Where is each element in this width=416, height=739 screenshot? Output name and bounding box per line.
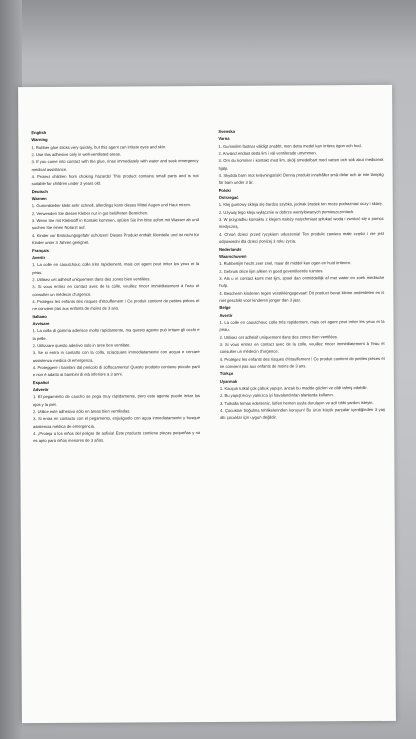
right-column <box>218 127 386 688</box>
warning-heading: Varna <box>218 136 230 142</box>
warning-section <box>32 312 199 379</box>
warning-item: 4. Protégez les enfants des risques d'étouffement ! Ce produit contient de petites pièces et ne convient pas aux enfants de moins de 3 ans. <box>32 297 200 312</box>
warning-item: 1. La colle en caoutchouc colle très rapidement, mais cet agent peut irriter les yeux et la peau. <box>219 318 385 333</box>
warning-item: 3. Se si entra in contatto con la colla, sciacquare immediatamente con acqua e cercare assistenza medica di emergenza. <box>32 349 200 363</box>
language-heading: Polski <box>218 187 231 193</box>
warning-section <box>219 186 384 246</box>
warning-item: 2. Używaj tego kleju wyłącznie w dobrze wentylowanych pomieszczeniach. <box>218 208 355 215</box>
warning-item: 4. Protégez les enfants des risques d'étouffement ! Ce produit contient de petites pièces et ne convient pas aux enfants de moins de 3 ans. <box>219 355 385 369</box>
language-heading: Français <box>32 247 49 253</box>
warning-item: 2. Use this adhesive only in well-ventilated areas. <box>31 151 121 158</box>
warning-item: 3. Om du kommer i kontakt med lim, skölj omedelbart med vatten och sök akut medicinsk hjälp. <box>218 157 384 171</box>
language-heading: Belge <box>219 305 231 311</box>
warning-item: 3. If you come into contact with the glue, rinse immediately with water and seek emergency medical assistance. <box>31 158 199 172</box>
warning-item: 4. Protect children from choking hazards! This product contains small parts and is not suitable for children under 3 years old. <box>31 173 199 187</box>
warning-item: 1. Gummikleber klebt sehr schnell, allerdings kann dieses Mittel Augen und Haut reizen. <box>31 202 192 209</box>
warning-section <box>220 369 385 421</box>
warning-item: 3. Si entra en contacto con el pegamento, enjuáguelo con agua inmediatamente y busque asistencia médica de emergencia. <box>33 415 201 429</box>
warning-item: 2. Utilisez cet adhésif uniquement dans des zones bien ventilées. <box>219 333 338 340</box>
warning-heading: Ostrzegać <box>218 194 239 201</box>
warning-item: 3. Si vous entrez en contact avec de la colle, veuillez rincer immédiatement à l'eau et consulter un médecin d'urgence. <box>32 283 200 297</box>
warning-section <box>219 303 384 370</box>
warning-item: 1. Kauçuk tutkal çok çabuk yapışır, ancak bu madde gözleri ve cildi tahriş edebilir. <box>219 385 368 391</box>
warning-item: 3. Si vous entrez en contact avec de la colle, veuillez rincer immédiatement à l'eau et consulter un médecin d'urgence. <box>219 340 385 355</box>
warning-section <box>32 246 199 313</box>
warning-item: 2. Gebruik deze lijm alleen in goed geventileerde ruimtes. <box>219 267 324 274</box>
language-heading: Español <box>32 379 49 385</box>
warning-item: 4. Skydda barn mot kvävningsrisk! Denna produkt innehåller små delar och är inte lämplig för barn under 3 år. <box>218 171 384 186</box>
warning-section <box>219 244 384 304</box>
instruction-sheet <box>18 85 396 723</box>
warning-item: 4. Çocukları boğulma tehlikelerinden koruyun! Bu ürün küçük parçalar içerdiğinden 3 yaş altı çocuklar için uygun değildir. <box>220 406 386 421</box>
warning-item: 3. Wenn Sie mit Klebstoff in Kontakt kommen, spülen Sie ihn bitte sofort mit Wasser ab und suchen Sie einen Notarzt auf. <box>31 217 199 231</box>
warning-item: 2. Utilisez cet adhésif uniquement dans des zones bien ventilées. <box>32 276 151 282</box>
warning-item: 1. El pegamento de caucho se pega muy rápidamente, pero este agente puede irritar los ojos y la piel. <box>32 393 200 407</box>
warning-heading: Warning <box>31 137 48 143</box>
warning-item: 2. Utilizzare questo adesivo solo in aree ben ventilate. <box>32 342 131 349</box>
warning-item: 3. Als u in contact komt met lijm, spoel dan onmiddellijk af met water en zoek medische hulp. <box>219 274 385 289</box>
language-heading: Türkçe <box>219 371 234 377</box>
warning-item: 1. La colle en caoutchouc colle très rapidement, mais cet agent peut irriter les yeux et la peau. <box>32 261 200 275</box>
language-heading: Deutsch <box>31 188 48 194</box>
warning-item: 2. Verwenden Sie diesen Kleber nur in gut belüfteten Bereichen. <box>31 210 149 216</box>
warning-item: 1. Rubber glue sticks very quickly, but this agent can irritate eyes and skin. <box>31 143 167 150</box>
warning-item: 2. Använd endast detta lim i väl ventilerade utrymmen. <box>218 150 317 156</box>
warning-section <box>31 128 198 188</box>
warning-item: 2. Bu yapıştırıcıyı yalnızca iyi havalandırılan alanlarda kullanın. <box>219 392 334 399</box>
warning-item: 4. ¡Proteja a los niños del peligro de asfixia! Este producto contiene piezas pequeñas y no es apto para niños menores de 3 años. <box>33 430 201 444</box>
language-heading: Italiano <box>32 313 47 319</box>
warning-heading: Avertir <box>32 254 46 260</box>
warning-item: 1. La colla di gomma aderisce molto rapidamente, ma questo agente può irritare gli occhi e la pelle. <box>32 327 200 341</box>
warning-section <box>218 127 383 187</box>
warning-item: 4. Proteggere i bambini dal pericolo di soffocamento! Questo prodotto contiene piccole parti e non è adatto ai bambini di età inferiore a 3 anni. <box>32 364 200 378</box>
warning-heading: Avertir <box>219 312 233 318</box>
warning-heading: Uyarmak <box>219 378 238 384</box>
warning-item: 4. Bescherm kinderen tegen verstikkingsgevaar! Dit product bevat kleine onderdelen en is niet geschikt voor kinderen jonger dan 3 jaar. <box>219 289 385 303</box>
warning-heading: Warnen <box>31 196 47 202</box>
warning-item: 3. Tutkalla temas ederseniz, lütfen hemen suyla durulayın ve acil tıbbi yardım isteyin. <box>219 399 374 406</box>
warning-item: 1. Klej gumowy skleja się bardzo szybko, jednak środek ten może podrażniać oczy i skórę. <box>218 201 383 208</box>
warning-heading: Waarschuwen <box>219 253 247 259</box>
language-heading: Svenska <box>218 128 235 134</box>
warning-item: 1. Gummilim fastnar väldigt snabbt, men detta medel kan irritera ögon och hud. <box>218 142 362 149</box>
warning-item: 4. Kinder vor Erstickungsgefahr schützen! Dieses Produkt enthält Kleinteile und ist nicht für Kinder unter 3 Jahren geeignet. <box>31 231 199 246</box>
warning-section <box>33 378 200 445</box>
warning-heading: Avvisare <box>32 320 50 327</box>
language-heading: Nederlands <box>219 246 242 252</box>
text-columns <box>31 127 386 689</box>
warning-heading: Advertir <box>32 386 49 393</box>
warning-item: 4. Chroń dzieci przed ryzykiem uduszenia! Ten produkt zawiera małe części i nie jest odpowiedni dla dzieci poniżej 3 roku życia. <box>218 230 384 245</box>
warning-item: 3. W przypadku kontaktu z klejem należy natychmiast spłukać wodą i zwrócić się o pomoc medyczną. <box>218 216 384 230</box>
warning-item: 1. Rubberlijm hecht zeer snel, maar dit middel kan ogen en huid irriteren. <box>219 260 352 267</box>
left-column <box>31 128 201 689</box>
language-heading: English <box>31 129 47 136</box>
warning-item: 2. Utilice este adhesivo sólo en áreas bien ventiladas. <box>33 408 131 415</box>
warning-section <box>32 187 199 247</box>
